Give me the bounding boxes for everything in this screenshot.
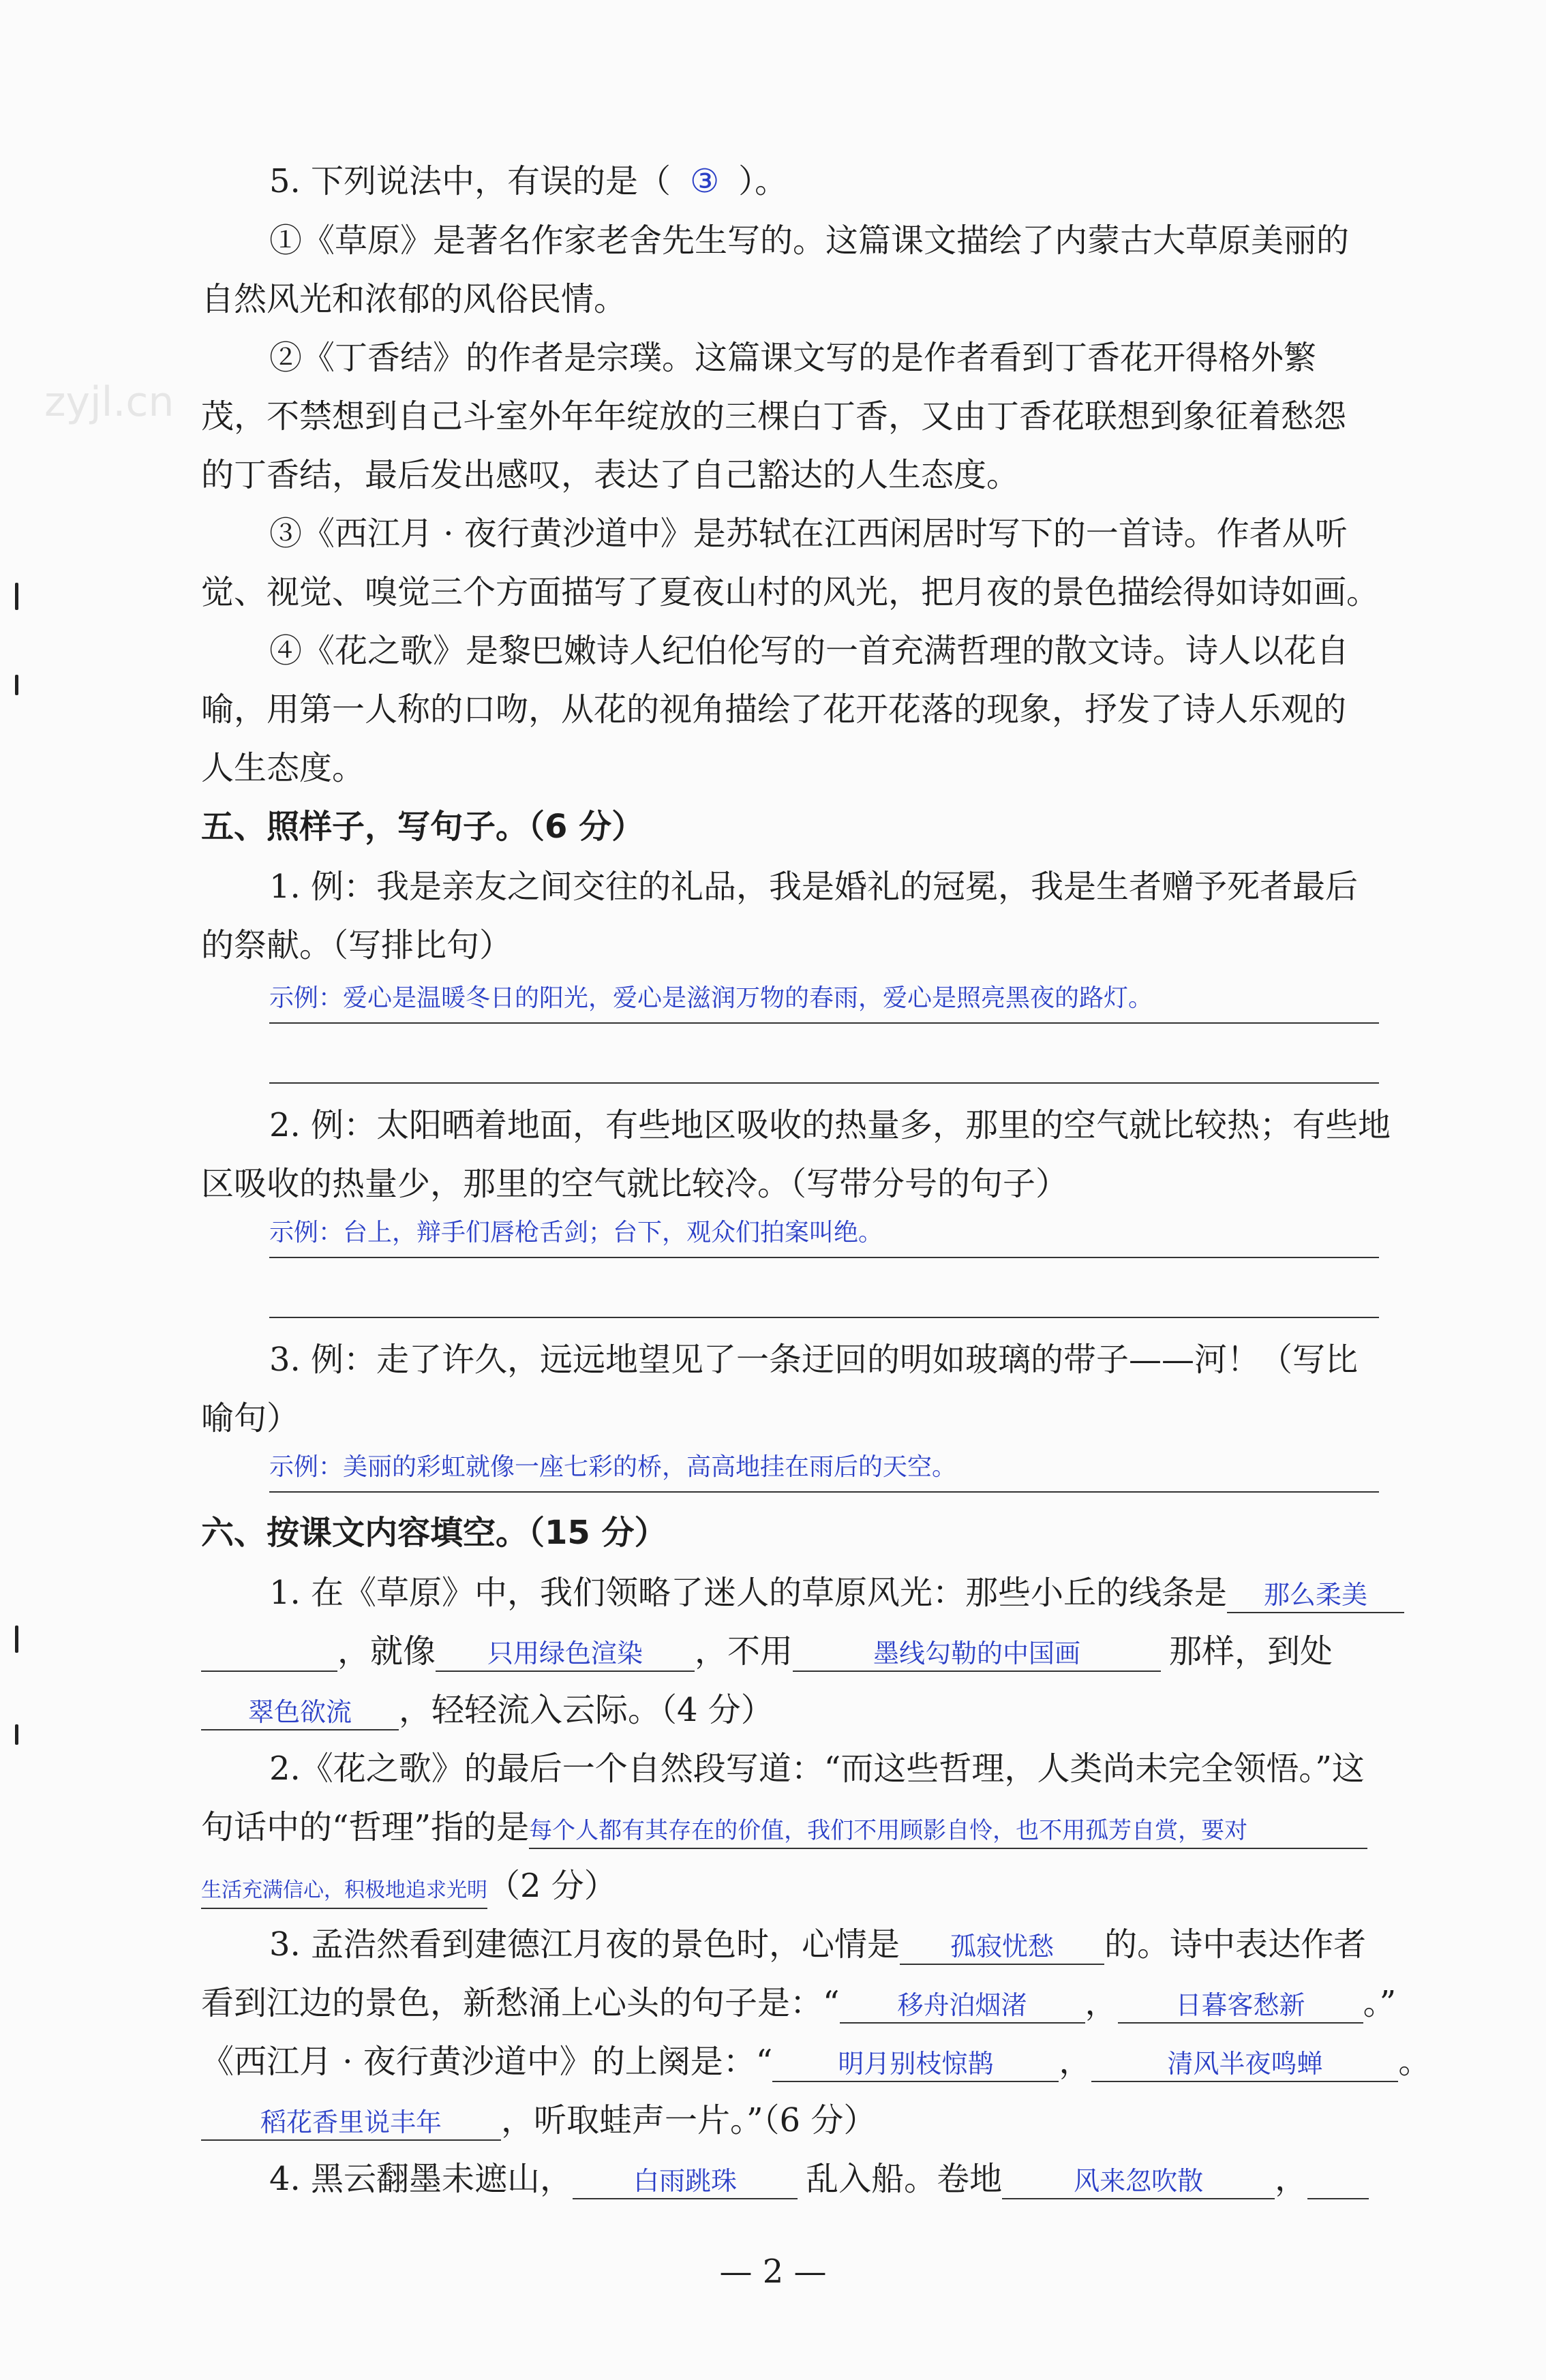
- sec5-q2-answer: 示例：台上，辩手们唇枪舌剑；台下，观众们拍案叫绝。: [269, 1219, 883, 1247]
- q5-option-1: ①《草原》是著名作家老舍先生写的。这篇课文描绘了内蒙古大草原美丽的: [269, 222, 1350, 260]
- watermark: zyjl.cn: [44, 378, 175, 426]
- q5-option-4: ④《花之歌》是黎巴嫩诗人纪伯伦写的一首充满哲理的散文诗。诗人以花自: [269, 632, 1350, 670]
- answer-rule: [269, 1082, 1379, 1084]
- sec6-q1-blank-2: 只用绿色渲染: [436, 1636, 695, 1672]
- margin-mark: [15, 1626, 18, 1653]
- sec6-q1-blank-3: 墨线勾勒的中国画: [793, 1636, 1161, 1672]
- sec6-q4-blank-1: 白雨跳珠: [573, 2164, 798, 2199]
- answer-rule: [269, 1491, 1379, 1493]
- sec6-q1-blank-4: 翠色欲流: [201, 1695, 399, 1730]
- q5-stem: 5. 下列说法中，有误的是（ ③ ）。: [269, 162, 788, 200]
- answer-rule: [269, 1257, 1379, 1258]
- sec5-q3-cont: 喻句）: [201, 1399, 300, 1437]
- sec6-q3-blank-3: 日暮客愁新: [1118, 1988, 1363, 2024]
- sec6-q3-blank-1: 孤寂忧愁: [900, 1929, 1104, 1965]
- sec5-q2: 2. 例：太阳晒着地面，有些地区吸收的热量多，那里的空气就比较热；有些地: [269, 1106, 1391, 1144]
- sec5-q3: 3. 例：走了许久，远远地望见了一条迂回的明如玻璃的带子——河！（写比: [269, 1341, 1359, 1379]
- q5-option-4-cont: 喻，用第一人称的口吻，从花的视角描绘了花开花落的现象，抒发了诗人乐观的: [201, 690, 1347, 729]
- sec5-q1-cont: 的祭献。（写排比句）: [201, 926, 513, 964]
- q5-option-2-cont: 的丁香结，最后发出感叹，表达了自己豁达的人生态度。: [201, 456, 1020, 494]
- sec6-q1-blank-1: 那么柔美: [1227, 1578, 1404, 1613]
- q5-option-2: ②《丁香结》的作者是宗璞。这篇课文写的是作者看到丁香花开得格外繁: [269, 339, 1317, 377]
- sec6-q1-cont: 翠色欲流 ，轻轻流入云际。（4 分）: [201, 1689, 774, 1731]
- sec5-q3-answer: 示例：美丽的彩虹就像一座七彩的桥，高高地挂在雨后的天空。: [269, 1453, 957, 1481]
- sec6-q3-blank-6: 稻花香里说丰年: [201, 2105, 501, 2141]
- sec6-q3-blank-5: 清风半夜鸣蝉: [1091, 2047, 1398, 2082]
- q5-option-3: ③《西江月 · 夜行黄沙道中》是苏轼在江西闲居时写下的一首诗。作者从听: [269, 515, 1348, 553]
- sec6-q3-cont: 《西江月 · 夜行黄沙道中》的上阕是：“ 明月别枝惊鹊 ， 清风半夜鸣蝉 。: [201, 2043, 1431, 2081]
- sec6-q2-cont: 句话中的“哲理”指的是每个人都有其存在的价值，我们不用顾影自怜，也不用孤芳自赏，要对: [201, 1806, 1367, 1849]
- q5-answer: ③: [690, 162, 720, 200]
- margin-mark: [15, 583, 18, 610]
- sec6-q4-blank-2: 风来忽吹散: [1002, 2164, 1275, 2199]
- sec6-q4-blank-3: [1307, 2164, 1369, 2199]
- sec5-q1-answer: 示例：爱心是温暖冬日的阳光，爱心是滋润万物的春雨，爱心是照亮黑夜的路灯。: [269, 984, 1153, 1012]
- page-number: — 2 —: [719, 2253, 827, 2291]
- answer-rule: [269, 1022, 1379, 1024]
- sec5-q1: 1. 例：我是亲友之间交往的礼品，我是婚礼的冠冕，我是生者赠予死者最后: [269, 868, 1359, 906]
- sec6-q2-blank-cont: 生活充满信心，积极地追求光明: [201, 1874, 487, 1909]
- sec6-q3: 3. 孟浩然看到建德江月夜的景色时，心情是 孤寂忧愁 的。诗中表达作者: [269, 1925, 1367, 1964]
- sec6-q2-blank: 每个人都有其存在的价值，我们不用顾影自怜，也不用孤芳自赏，要对: [529, 1814, 1367, 1849]
- sec6-q3-blank-2: 移舟泊烟渚: [840, 1988, 1085, 2024]
- sec6-q1-cont: ，就像 只用绿色渲染 ，不用 墨线勾勒的中国画 那样，到处: [201, 1630, 1333, 1673]
- sec6-q3-cont: 稻花香里说丰年 ，听取蛙声一片。”（6 分）: [201, 2099, 876, 2141]
- sec6-q1-blank-1-cont: [201, 1636, 337, 1672]
- q5-option-1-cont: 自然风光和浓郁的风俗民情。: [201, 280, 627, 318]
- margin-mark: [15, 1724, 18, 1745]
- section-6-heading: 六、按课文内容填空。（15 分）: [201, 1514, 667, 1552]
- margin-mark: [15, 675, 18, 695]
- sec6-q2-cont: 生活充满信心，积极地追求光明（2 分）: [201, 1865, 617, 1909]
- sec6-q3-blank-4: 明月别枝惊鹊: [772, 2047, 1059, 2082]
- sec5-q2-cont: 区吸收的热量少，那里的空气就比较冷。（写带分号的句子）: [201, 1165, 1069, 1203]
- sec6-q3-cont: 看到江边的景色，新愁涌上心头的句子是：“ 移舟泊烟渚 ， 日暮客愁新 。”: [201, 1984, 1397, 2022]
- sec6-q2: 2.《花之歌》的最后一个自然段写道：“而这些哲理，人类尚未完全领悟。”这: [269, 1750, 1365, 1788]
- sec6-q4: 4. 黑云翻墨未遮山， 白雨跳珠 乱入船。卷地 风来忽吹散 ，: [269, 2158, 1369, 2200]
- q5-option-4-cont: 人生态度。: [201, 749, 365, 787]
- q5-option-3-cont: 觉、视觉、嗅觉三个方面描写了夏夜山村的风光，把月夜的景色描绘得如诗如画。: [201, 573, 1380, 611]
- answer-rule: [269, 1317, 1379, 1318]
- section-5-heading: 五、照样子，写句子。（6 分）: [201, 808, 645, 846]
- q5-option-2-cont: 茂，不禁想到自己斗室外年年绽放的三棵白丁香，又由丁香花联想到象征着愁怨: [201, 397, 1347, 436]
- sec6-q1: 1. 在《草原》中，我们领略了迷人的草原风光：那些小丘的线条是 那么柔美: [269, 1572, 1404, 1614]
